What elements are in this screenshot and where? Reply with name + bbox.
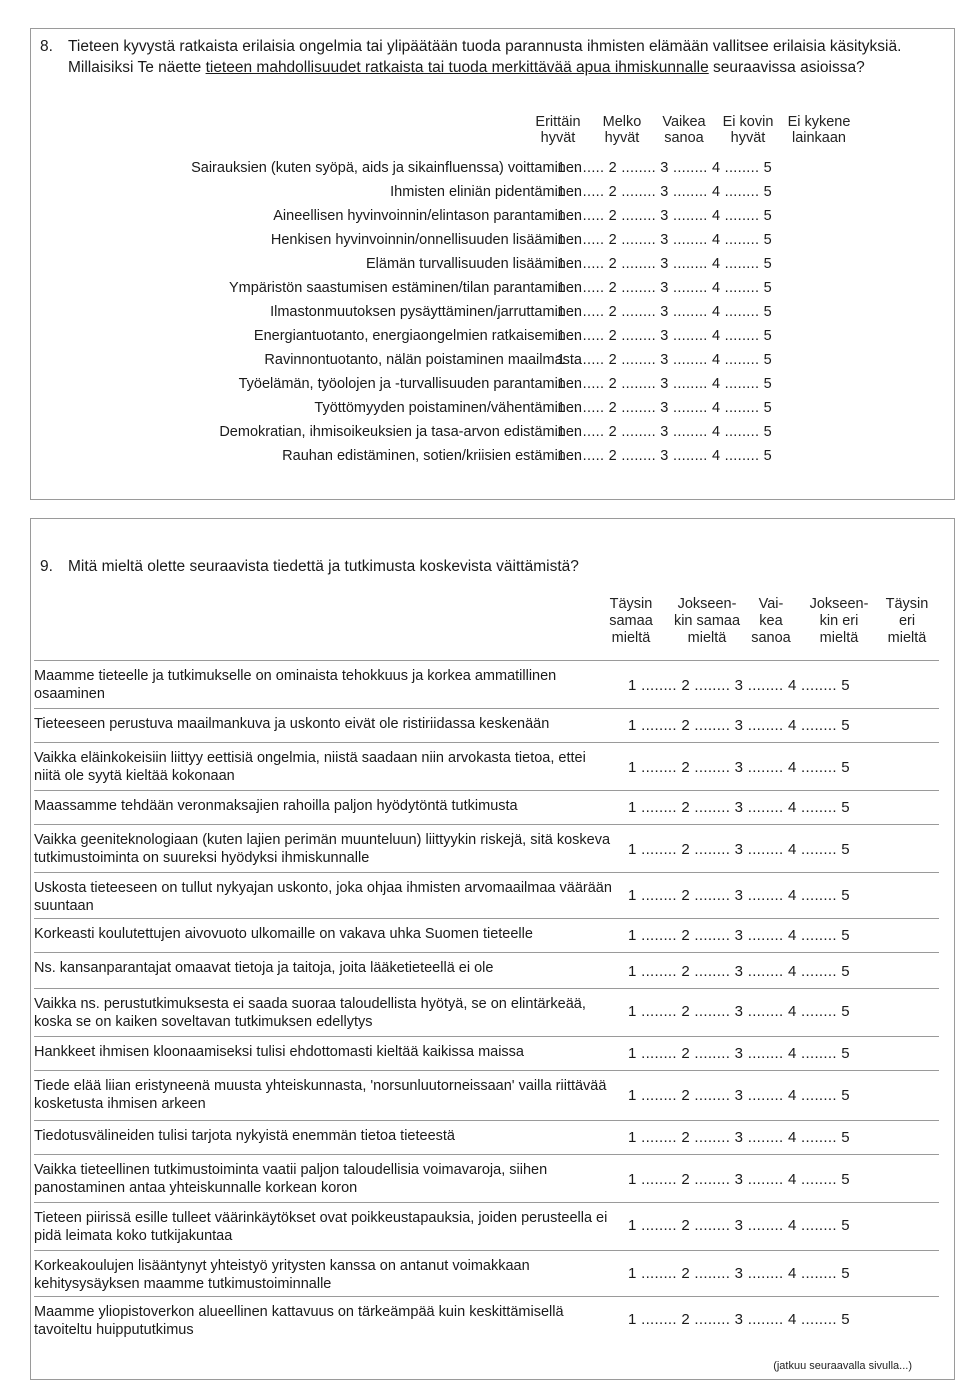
q9-rating-scale[interactable]: 1 ........ 2 ........ 3 ........ 4 ........ 5: [628, 1217, 850, 1234]
q9-rating-scale[interactable]: 1 ........ 2 ........ 3 ........ 4 ........ 5: [628, 841, 850, 858]
q9-row-label: Tiede elää liian eristyneenä muusta yhteiskunnasta, 'norsunluutorneissaan' vailla riittävää kosketusta ihmisen arkeen: [34, 1078, 607, 1112]
q8-row-label: Henkisen hyvinvoinnin/onnellisuuden lisääminen: [270, 232, 582, 248]
q8-row-label: Sairauksien (kuten syöpä, aids ja sikainfluenssa) voittaminen: [191, 160, 582, 176]
q8-row-label: Rauhan edistäminen, sotien/kriisien estäminen: [282, 448, 582, 464]
q8-rating-scale[interactable]: 1 ........ 2 ........ 3 ........ 4 ........ 5: [557, 328, 772, 344]
q9-row: [34, 1296, 939, 1345]
q9-row-label: Vaikka ns. perustutkimuksesta ei saada suoraa taloudellista hyötyä, se on elintärkeää, koska se on kaiken soveltavan tutkimuksen edellytys: [34, 996, 586, 1030]
q8-rating-scale[interactable]: 1 ........ 2 ........ 3 ........ 4 ........ 5: [557, 376, 772, 392]
q8-row-label: Elämän turvallisuuden lisääminen: [365, 256, 582, 272]
q8-rating-scale[interactable]: 1 ........ 2 ........ 3 ........ 4 ........ 5: [557, 352, 772, 368]
q8-row-label: Työttömyyden poistaminen/vähentäminen: [314, 400, 582, 416]
q8-header-4-line2: hyvät: [730, 130, 766, 146]
q9-row-label: Vaikka eläinkokeisiin liittyy eettisiä ongelmia, niistä saadaan niin arvokasta tietoa, ettei niitä ole syytä kieltää kokonaan: [34, 750, 586, 784]
q9-rating-scale[interactable]: 1 ........ 2 ........ 3 ........ 4 ........ 5: [628, 963, 850, 980]
q9-row: [34, 1202, 939, 1251]
q9-rating-scale[interactable]: 1 ........ 2 ........ 3 ........ 4 ........ 5: [628, 677, 850, 694]
q8-rating-scale[interactable]: 1 ........ 2 ........ 3 ........ 4 ........ 5: [557, 424, 772, 440]
q9-rating-scale[interactable]: 1 ........ 2 ........ 3 ........ 4 ........ 5: [628, 1311, 850, 1328]
q9-rating-scale[interactable]: 1 ........ 2 ........ 3 ........ 4 ........ 5: [628, 927, 850, 944]
q9-rating-scale[interactable]: 1 ........ 2 ........ 3 ........ 4 ........ 5: [628, 1265, 850, 1282]
q9-row: [34, 790, 939, 825]
q8-header-3-line2: sanoa: [664, 130, 704, 146]
q8-rating-scale[interactable]: 1 ........ 2 ........ 3 ........ 4 ........ 5: [557, 448, 772, 464]
q9-header-4-line1: Jokseen-: [809, 596, 869, 612]
q9-row: [34, 1036, 939, 1071]
q9-row: [34, 708, 939, 743]
q9-row-label: Uskosta tieteeseen on tullut nykyajan uskonto, joka ohjaa ihmisten arvomaailmaa väärään suuntaan: [34, 880, 612, 914]
q9-header-3-line2: kea: [759, 613, 783, 629]
q8-row: [60, 300, 820, 324]
q9-row: [34, 952, 939, 989]
q9-rating-scale[interactable]: 1 ........ 2 ........ 3 ........ 4 ........ 5: [628, 1087, 850, 1104]
q9-header-5-line3: mieltä: [887, 630, 927, 646]
q9-row: [34, 1070, 939, 1121]
q9-row: [34, 824, 939, 873]
q9-header-3: [746, 596, 796, 647]
q8-header-5: [784, 114, 854, 146]
q9-row-label: Maassamme tehdään veronmaksajien rahoilla paljon hyödytöntä tutkimusta: [34, 798, 518, 814]
q8-header-1-line2: hyvät: [540, 130, 576, 146]
q9-header-4-line3: mieltä: [819, 630, 859, 646]
q8-row-label: Ilmastonmuutoksen pysäyttäminen/jarruttaminen: [270, 304, 582, 320]
q8-header-4-line1: Ei kovin: [722, 114, 774, 130]
q9-row-label: Maamme tieteelle ja tutkimukselle on ominaista tehokkuus ja korkea ammatillinen osaaminen: [34, 668, 557, 702]
q8-rating-scale[interactable]: 1 ........ 2 ........ 3 ........ 4 ........ 5: [557, 280, 772, 296]
q8-row-label: Ravinnontuotanto, nälän poistaminen maailmasta: [264, 352, 582, 368]
question-8-text-underlined: tieteen mahdollisuudet ratkaista tai tuoda merkittävää apua ihmiskunnalle: [205, 59, 709, 76]
q8-header-3: [656, 114, 712, 146]
q9-rating-scale[interactable]: 1 ........ 2 ........ 3 ........ 4 ........ 5: [628, 799, 850, 816]
q9-row-label: Korkeasti koulutettujen aivovuoto ulkomaille on vakava uhka Suomen tieteelle: [34, 926, 533, 942]
q8-row: [60, 228, 820, 252]
q9-header-2-line1: Jokseen-: [677, 596, 737, 612]
question-8-text-part1: Tieteen kyvystä ratkaista erilaisia ongelmia tai ylipäätään tuoda parannusta ihmisten elämään vallitsee erilaisia käsityksiä. Millaisiksi Te näette: [68, 38, 902, 76]
q8-rating-scale[interactable]: 1 ........ 2 ........ 3 ........ 4 ........ 5: [557, 184, 772, 200]
q8-row: [60, 276, 820, 300]
q9-rating-scale[interactable]: 1 ........ 2 ........ 3 ........ 4 ........ 5: [628, 1003, 850, 1020]
q8-header-4: [718, 114, 778, 146]
q8-row-label: Energiantuotanto, energiaongelmien ratkaiseminen: [253, 328, 582, 344]
q9-header-2-line2: kin samaa: [673, 613, 741, 629]
question-8-text-part2: seuraavissa asioissa?: [708, 59, 865, 76]
q9-header-2: [668, 596, 746, 647]
q9-rating-scale[interactable]: 1 ........ 2 ........ 3 ........ 4 ........ 5: [628, 1171, 850, 1188]
q9-header-1-line3: mieltä: [611, 630, 651, 646]
q9-header-1: [598, 596, 664, 647]
q9-row-label: Hankkeet ihmisen kloonaamiseksi tulisi ehdottomasti kieltää kaikissa maissa: [34, 1044, 524, 1060]
q8-rating-scale[interactable]: 1 ........ 2 ........ 3 ........ 4 ........ 5: [557, 208, 772, 224]
q9-header-1-line1: Täysin: [609, 596, 653, 612]
question-8-text: [40, 36, 920, 102]
q8-header-2: [594, 114, 650, 146]
q8-row: [60, 204, 820, 228]
q8-header-5-line2: lainkaan: [791, 130, 846, 146]
q8-header-5-line1: Ei kykene: [787, 114, 851, 130]
q9-rating-scale[interactable]: 1 ........ 2 ........ 3 ........ 4 ........ 5: [628, 887, 850, 904]
q9-header-4-line2: kin eri: [819, 613, 859, 629]
q9-header-5-line1: Täysin: [885, 596, 929, 612]
q8-row: [60, 420, 820, 444]
q9-row-label: Maamme yliopistoverkon alueellinen kattavuus on tärkeämpää kuin keskittämisellä tavoiteltu huippututkimus: [34, 1304, 564, 1338]
q9-rating-scale[interactable]: 1 ........ 2 ........ 3 ........ 4 ........ 5: [628, 759, 850, 776]
q8-row: [60, 348, 820, 372]
q9-row: [34, 1120, 939, 1155]
q8-row: [60, 156, 820, 180]
q9-header-5-line2: eri: [898, 613, 916, 629]
q8-row-label: Ympäristön saastumisen estäminen/tilan parantaminen: [228, 280, 582, 296]
continued-note: (jatkuu seuraavalla sivulla...): [773, 1360, 912, 1372]
q8-header-1: [530, 114, 586, 146]
q8-row: [60, 252, 820, 276]
q8-rating-scale[interactable]: 1 ........ 2 ........ 3 ........ 4 ........ 5: [557, 256, 772, 272]
q8-rating-scale[interactable]: 1 ........ 2 ........ 3 ........ 4 ........ 5: [557, 304, 772, 320]
q9-rating-scale[interactable]: 1 ........ 2 ........ 3 ........ 4 ........ 5: [628, 717, 850, 734]
q9-row-label: Ns. kansanparantajat omaavat tietoja ja taitoja, joita lääketieteellä ei ole: [34, 960, 494, 976]
q9-header-4: [802, 596, 876, 647]
q9-row: [34, 988, 939, 1037]
q9-header-1-line2: samaa: [609, 613, 653, 629]
q8-row: [60, 324, 820, 348]
q8-header-3-line1: Vaikea: [662, 114, 706, 130]
q9-row: [34, 872, 939, 919]
q9-header-2-line3: mieltä: [687, 630, 727, 646]
q9-header-5: [876, 596, 938, 647]
q9-row: [34, 1154, 939, 1203]
q9-row: [34, 742, 939, 791]
q8-header-1-line1: Erittäin: [535, 114, 581, 130]
q8-rating-scale[interactable]: 1 ........ 2 ........ 3 ........ 4 ........ 5: [557, 160, 772, 176]
q9-row-label: Vaikka tieteellinen tutkimustoiminta vaatii paljon taloudellisia voimavaroja, siihen panostaminen antaa yhteiskunnalle korkean koron: [34, 1162, 548, 1196]
q9-row-label: Vaikka geeniteknologiaan (kuten lajien perimän muunteluun) liittyykin riskejä, sitä koskeva tutkimustoiminta on suureksi hyödyksi ihmiskunnalle: [34, 832, 611, 866]
question-9-number: 9.: [40, 558, 53, 575]
question-9-text: [40, 556, 920, 580]
q9-row: [34, 918, 939, 953]
q9-rating-scale[interactable]: 1 ........ 2 ........ 3 ........ 4 ........ 5: [628, 1129, 850, 1146]
q8-rating-scale[interactable]: 1 ........ 2 ........ 3 ........ 4 ........ 5: [557, 232, 772, 248]
q9-row-label: Korkeakoulujen lisääntynyt yhteistyö yritysten kanssa on antanut voimakkaan kehitysysäyksen maamme tutkimustoiminnalle: [34, 1258, 530, 1292]
q9-row: [34, 1250, 939, 1297]
q8-row-label: Aineellisen hyvinvoinnin/elintason parantaminen: [273, 208, 582, 224]
q8-row-label: Ihmisten eliniän pidentäminen: [390, 184, 582, 200]
q8-row: [60, 180, 820, 204]
question-9-text-body: Mitä mieltä olette seuraavista tiedettä ja tutkimusta koskevista väittämistä?: [68, 558, 579, 575]
q8-row: [60, 444, 820, 468]
q8-row-label: Työelämän, työolojen ja -turvallisuuden parantaminen: [238, 376, 582, 392]
q9-row-label: Tiedotusvälineiden tulisi tarjota nykyistä enemmän tietoa tieteestä: [34, 1128, 455, 1144]
q9-rating-scale[interactable]: 1 ........ 2 ........ 3 ........ 4 ........ 5: [628, 1045, 850, 1062]
q9-header-3-line1: Vai-: [758, 596, 784, 612]
q8-row: [60, 372, 820, 396]
q8-row: [60, 396, 820, 420]
q9-row-label: Tieteeseen perustuva maailmankuva ja uskonto eivät ole ristiriidassa keskenään: [34, 716, 550, 732]
q8-header-2-line1: Melko: [602, 114, 642, 130]
question-8-number: 8.: [40, 38, 53, 55]
q9-row: [34, 660, 939, 709]
q8-header-2-line2: hyvät: [604, 130, 640, 146]
q8-row-label: Demokratian, ihmisoikeuksien ja tasa-arvon edistäminen: [219, 424, 582, 440]
q9-header-3-line3: sanoa: [751, 630, 791, 646]
q9-row-label: Tieteen piirissä esille tulleet väärinkäytökset ovat poikkeustapauksia, joiden perusteella ei pidä leimata koko tutkijakuntaa: [34, 1210, 608, 1244]
q8-rating-scale[interactable]: 1 ........ 2 ........ 3 ........ 4 ........ 5: [557, 400, 772, 416]
